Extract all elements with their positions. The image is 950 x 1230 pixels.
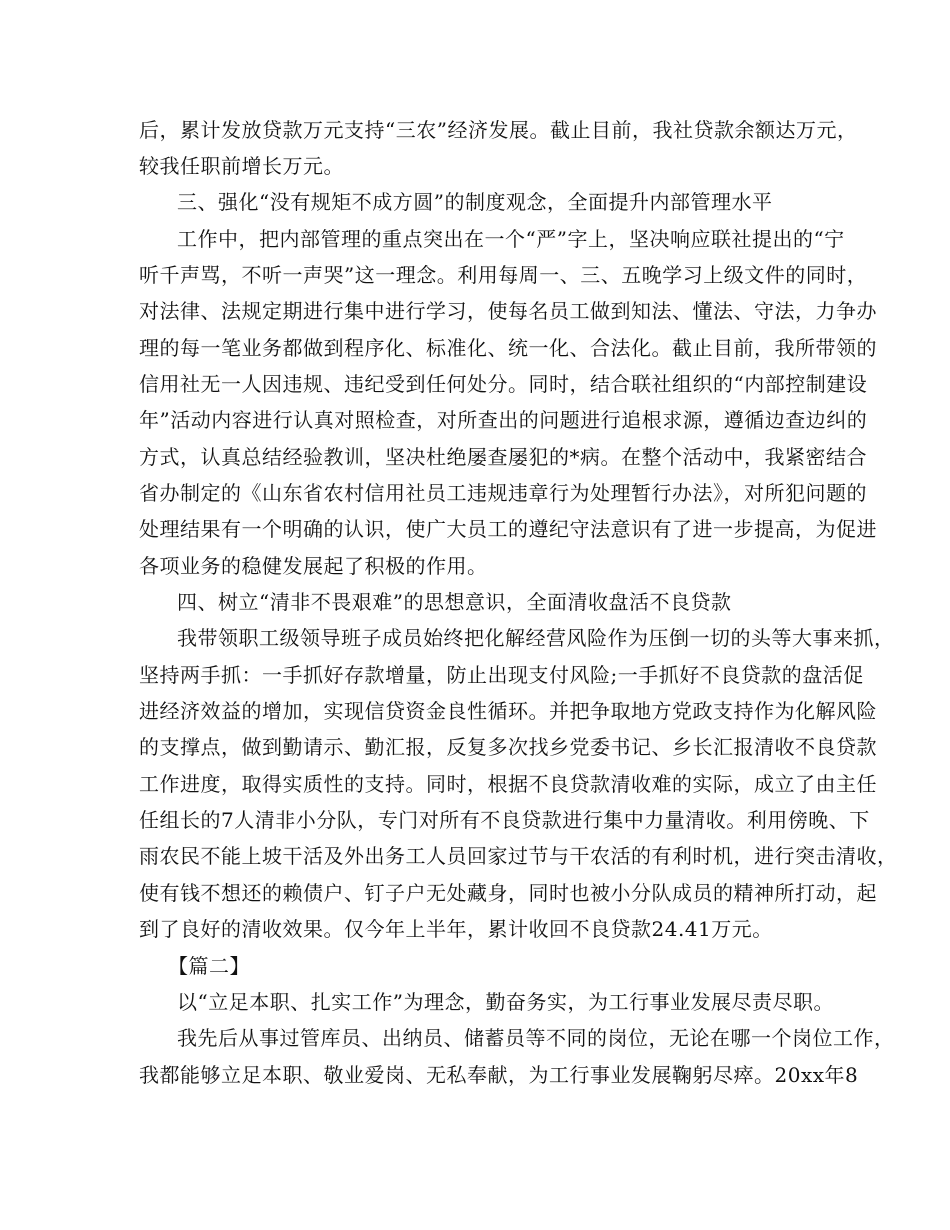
section-heading: 四、树立“清非不畏艰难”的思想意识，全面清收盘活不良贷款 <box>177 590 732 614</box>
text-line: 雨农民不能上坡干活及外出务工人员回家过节与干农活的有利时机，进行突击清收， <box>139 844 898 868</box>
section-heading: 三、强化“没有规矩不成方圆”的制度观念，全面提升内部管理水平 <box>177 190 773 214</box>
text-line: 我都能够立足本职、敬业爱岗、无私奉献，为工行事业发展鞠躬尽瘁。20xx年8 <box>139 1063 859 1087</box>
text-line: 省办制定的《山东省农村信用社员工违规违章行为处理暂行办法》，对所犯问题的 <box>139 481 867 505</box>
text-line: 到了良好的清收效果。仅今年上半年，累计收回不良贷款24.41万元。 <box>139 917 773 941</box>
text-line: 坚持两手抓：一手抓好存款增量，防止出现支付风险;一手抓好不良贷款的盘活促 <box>139 663 864 687</box>
text-line: 使有钱不想还的赖债户、钉子户无处藏身，同时也被小分队成员的精神所打动，起 <box>139 881 877 905</box>
text-line: 年”活动内容进行认真对照检查，对所查出的问题进行追根求源，遵循边查边纠的 <box>139 408 868 432</box>
text-line: 我先后从事过管库员、出纳员、储蓄员等不同的岗位，无论在哪一个岗位工作， <box>177 1026 895 1050</box>
text-line: 以“立足本职、扎实工作”为理念，勤奋务实，为工行事业发展尽责尽职。 <box>177 990 834 1014</box>
text-line: 任组长的7人清非小分队，专门对所有不良贷款进行集中力量清收。利用傍晚、下 <box>139 808 870 832</box>
text-line: 理的每一笔业务都做到程序化、标准化、统一化、合法化。截止目前，我所带领的 <box>139 336 877 360</box>
text-line: 我带领职工级领导班子成员始终把化解经营风险作为压倒一切的头等大事来抓， <box>177 626 895 650</box>
text-line: 听千声骂，不听一声哭”这一理念。利用每周一、三、五晚学习上级文件的同时， <box>139 263 868 287</box>
text-line: 较我任职前增长万元。 <box>139 154 344 178</box>
text-line: 对法律、法规定期进行集中进行学习，使每名员工做到知法、懂法、守法，力争办 <box>139 299 877 323</box>
text-line: 各项业务的稳健发展起了积极的作用。 <box>139 554 488 578</box>
text-line: 工作中，把内部管理的重点突出在一个“严”字上，坚决响应联社提出的“宁 <box>177 227 845 251</box>
text-line: 信用社无一人因违规、违纪受到任何处分。同时，结合联社组织的“内部控制建设 <box>139 372 868 396</box>
part-heading: 【篇二】 <box>168 954 250 978</box>
text-line: 后，累计发放贷款万元支持“三农”经济发展。截止目前，我社贷款余额达万元， <box>139 118 858 142</box>
text-line: 工作进度，取得实质性的支持。同时，根据不良贷款清收难的实际，成立了由主任 <box>139 772 877 796</box>
text-line: 进经济效益的增加，实现信贷资金良性循环。并把争取地方党政支持作为化解风险 <box>139 699 877 723</box>
text-line: 的支撑点，做到勤请示、勤汇报，反复多次找乡党委书记、乡长汇报清收不良贷款 <box>139 735 877 759</box>
text-line: 方式，认真总结经验教训，坚决杜绝屡查屡犯的*病。在整个活动中，我紧密结合 <box>139 445 867 469</box>
text-line: 处理结果有一个明确的认识，使广大员工的遵纪守法意识有了进一步提高，为促进 <box>139 517 877 541</box>
